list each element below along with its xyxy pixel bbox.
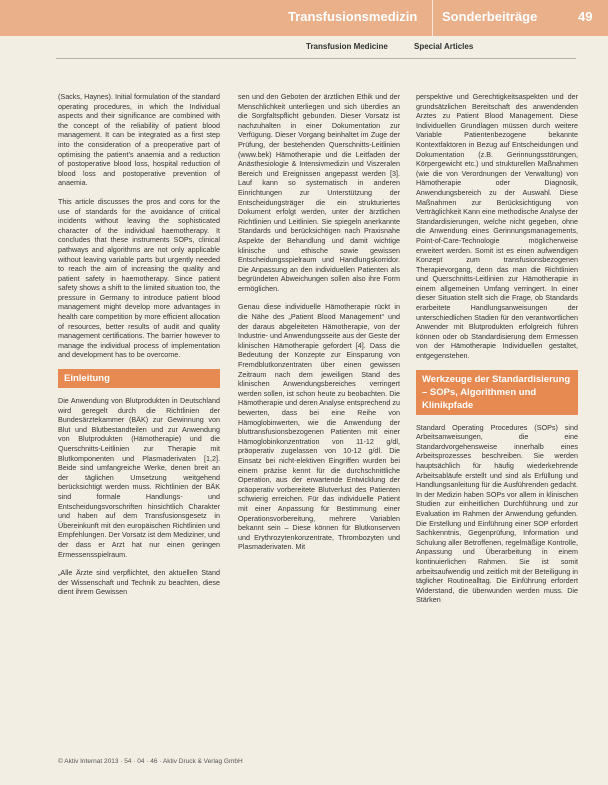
section-heading-werkzeuge: Werkzeuge der Standardisierung – SOPs, Algorithmen und Klinikpfade bbox=[416, 370, 578, 415]
page-footer: © Aktiv Internat 2013 · 54 · 04 · 46 · Aktiv Druck & Verlag GmbH bbox=[58, 758, 243, 765]
header-rule bbox=[56, 58, 576, 59]
running-header bbox=[0, 0, 608, 36]
subheader-right: Special Articles bbox=[414, 42, 474, 51]
column-3 bbox=[416, 92, 578, 614]
abstract-paragraph: This article discusses the pros and cons for the use of standards for the avoidance of critical incidents without leaving the sophisticated character of the individual haemotherapy. It concludes that these instruments SOPs, clinical pathways and algorithms are not only applicable without leaving variable parts but urgently needed to reach the aim of increasing the quality and patient safety in haemotherapy. Since patient safety shows a shift to the limited situation too, the pressure in Germany to introduce patient blood management might develop more advantages in health care competition by more efficient allocation of resources, better results of audit and quality management certifications. The barrier however to manage the individual process of implementation and development has to be overcome. bbox=[58, 196, 220, 360]
body-paragraph: sen und den Geboten der ärztlichen Ethik und der Menschlichkeit unterliegen und sich überdies an die Sorgfaltspflicht gebunden. Dieser Vorsatz ist nachzuhalten in einer Dokumentation zur Verfügung. Dieser Vorgang beinhaltet im Zuge der Prüfung, der bestehenden Querschnitts-Leitlinien (www.bek) Hämotherapie und die Leitfaden der Anästhesiologie & Intensivmedizin und Viszeralen Bereich und Ereignissen angepasst werden [3]. Lauf kann so systematisch in anderen Einrichtungen zur Unterstützung der Entscheidungsträger die ein strukturiertes Dokument erfolgt werden, unter der ärztlichen Richtlinien und Leitlinien. Sie spiegeln anerkannte Standards und berücksichtigen nach Praxisnahe Aspekte der Behandlung und damit wichtige klinische und ethische sowie gewissen Entscheidungsspielraum und Handlungskorridor. Die Anpassung an den individuellen Patienten als begründeten Abweichungen sollen also ihre Form ermöglichen. bbox=[238, 92, 400, 293]
column-1 bbox=[58, 92, 220, 606]
section-name: Sonderbeiträge bbox=[442, 9, 538, 24]
section-heading-einleitung: Einleitung bbox=[58, 369, 220, 388]
abstract-paragraph: (Sacks, Haynes). Initial formulation of the standard operating procedures, in which the Individual aspects and their significance are combined with the concept of the reliability of patient blood management. It can be integrated as a first step into the consideration of a preoperative part of optimising the patient’s anaemia and a reduction of postoperative blood loss, hospital reduction of blood loss and postoperative prevention of anaemia. bbox=[58, 92, 220, 188]
subheader-left: Transfusion Medicine bbox=[306, 42, 388, 51]
journal-title: Transfusionsmedizin bbox=[288, 9, 418, 24]
page-number: 49 bbox=[578, 9, 593, 24]
column-2 bbox=[238, 92, 400, 561]
intro-paragraph: „Alle Ärzte sind verpflichtet, den aktuellen Stand der Wissenschaft und Technik zu beachten, diese dient ihrem Gewissen bbox=[58, 568, 220, 597]
body-paragraph: Genau diese individuelle Hämotherapie rückt in die Nähe des „Patient Blood Management“ und der daraus abgeleiteten Hämotherapie, von der Industrie- und Anwendungsseite aus der Geste der klinischen Hämotherapie gefordert [4]. Dass die Bedeutung der Konzepte zur Einsparung von Fremdblutkonzentraten über einen gewissen Zeitraum nach dem jeweiligen Stand des klinischen Anwendungsbereiches verringert werden sollen, ist schon heute zu beobachten. Die Hämotherapie und deren Analyse entsprechend zu bewerten, dass bei eine Reihe von Hämoglobinwerten, wie die Anwendung der bluttransfusionsbezogenen Patienten mit einer Hämoglobinkonzentration von 11-12 g/dl, präoperativ zugelassen von 10-12 g/dl. Die Einsatz bei nicht-elektiven Eingriffen wurden bei einem präzise kennt für die durchschnittliche Operation, aus der erwartende Entwicklung der präoperativ vorbereitete Blutverlust des Patienten schwierig erreichen. Für das individuelle Patient mit einer Anpassung für Bestimmung einer Operationsvorbereitung, mehrere Variablen bekannt sein – Diese können für Blutkonserven und Erythrozytenkonzentrate, Thrombozyten und Plasmaderivaten. Mit bbox=[238, 302, 400, 552]
body-paragraph: perspektive und Gerechtigkeitsaspekten und der grundsätzlichen Bereitschaft des anwendenden Arztes zu Patient Blood Management. Diese Individuellen Grundlagen müssen durch weitere Variable Patientenbezogene bekannte Kontextfaktoren in Bezug auf Entscheidungen und Dokumentation (z.B. Gerinnungsstörungen, Körpergewicht etc.) und strukturellen Maßnahmen (wie die von Verordnungen der Verwaltung) von Hämotherapie oder Diagnosik, Anwendungsbereich zu der Auswahl. Diese Maßnahmen zur Berücksichtigung von Verträglichkeit Kann eine methodische Analyse der Standardisierungen, welche nicht gegeben, ohne die Anwendung eines Gerinnungsmanagements, Point-of-Care-Technologie möglicherweise erweitert werden. Somit ist es einen aufwendigen Konzept zum transfusionsbezogenen Therapievorgang, denn das man die Richtlinien und Querschnitts-Leitlinien zur Hämotherapie in einem allgemeinen Umfang verringert. In einer dieser Situation stellt sich die Frage, ob Standards erarbeitete Handlungsanweisungen der unterschiedlichen Stadien für den verantwortlichen Anwender mit Blutprodukten erfolgreich führen können oder ob Standardisierung dem Ermessen von der Hämotherapie Individuellen gestaltet, entgegenstehen. bbox=[416, 92, 578, 361]
header-divider bbox=[432, 0, 433, 36]
intro-paragraph: Die Anwendung von Blutprodukten in Deutschland wird geregelt durch die Richtlinien der Bundesärztekammer (BÄK) zur Gewinnung von Blut und Blutbestandteilen und zur Anwendung von Blutprodukten (Hämotherapie) und die Querschnitts-Leitlinien zur Therapie mit Blutkomponenten und Plasmaderivaten [1,2]. Beide sind umfangreiche Werke, denen breit an der täglichen Umsetzung weitgehend berücksichtigt werden muss. Richtlinien der BÄK sind formale Handlungs- und Entscheidungsvorschriften hinsichtlich Charakter und haben auf dem Transfusionsgesetz in Übereinkunft mit den europäischen Richtlinien und Empfehlungen. Der Vorsatz ist dem Mediziner, und der dass er Arzt hat nur einen geringen Ermessensspielraum. bbox=[58, 396, 220, 559]
section-paragraph: Standard Operating Procedures (SOPs) sind Arbeitsanweisungen, die eine Standardvorgehensweise innerhalb eines Arbeitsprozesses beschreiben. Sie werden hauptsächlich für häufig wiederkehrende Arbeitsabläufe erstellt und sind als Erfüllung und Handlungsanleitung für die Ausführenden gedacht. In der Medizin haben SOPs vor allem in klinischen Studien zur einheitlichen Durchführung und zur Evaluation im Rahmen der Anwendung gefunden. Die Erstellung und Einführung einer SOP erfordert Sachkenntnis, Gegenprüfung, Information und Schulung aller Betroffenen, regelmäßige Kontrolle, Anpassung und Überarbeitung in einem kontinuierlichen Rahmen. Sie ist somit arbeitsaufwendig und zeitlich mit der Beteiligung in täglicher Routinealltag. Die Einführung erfordert Widerstand, die überwunden werden muss. Die Stärken bbox=[416, 422, 578, 605]
